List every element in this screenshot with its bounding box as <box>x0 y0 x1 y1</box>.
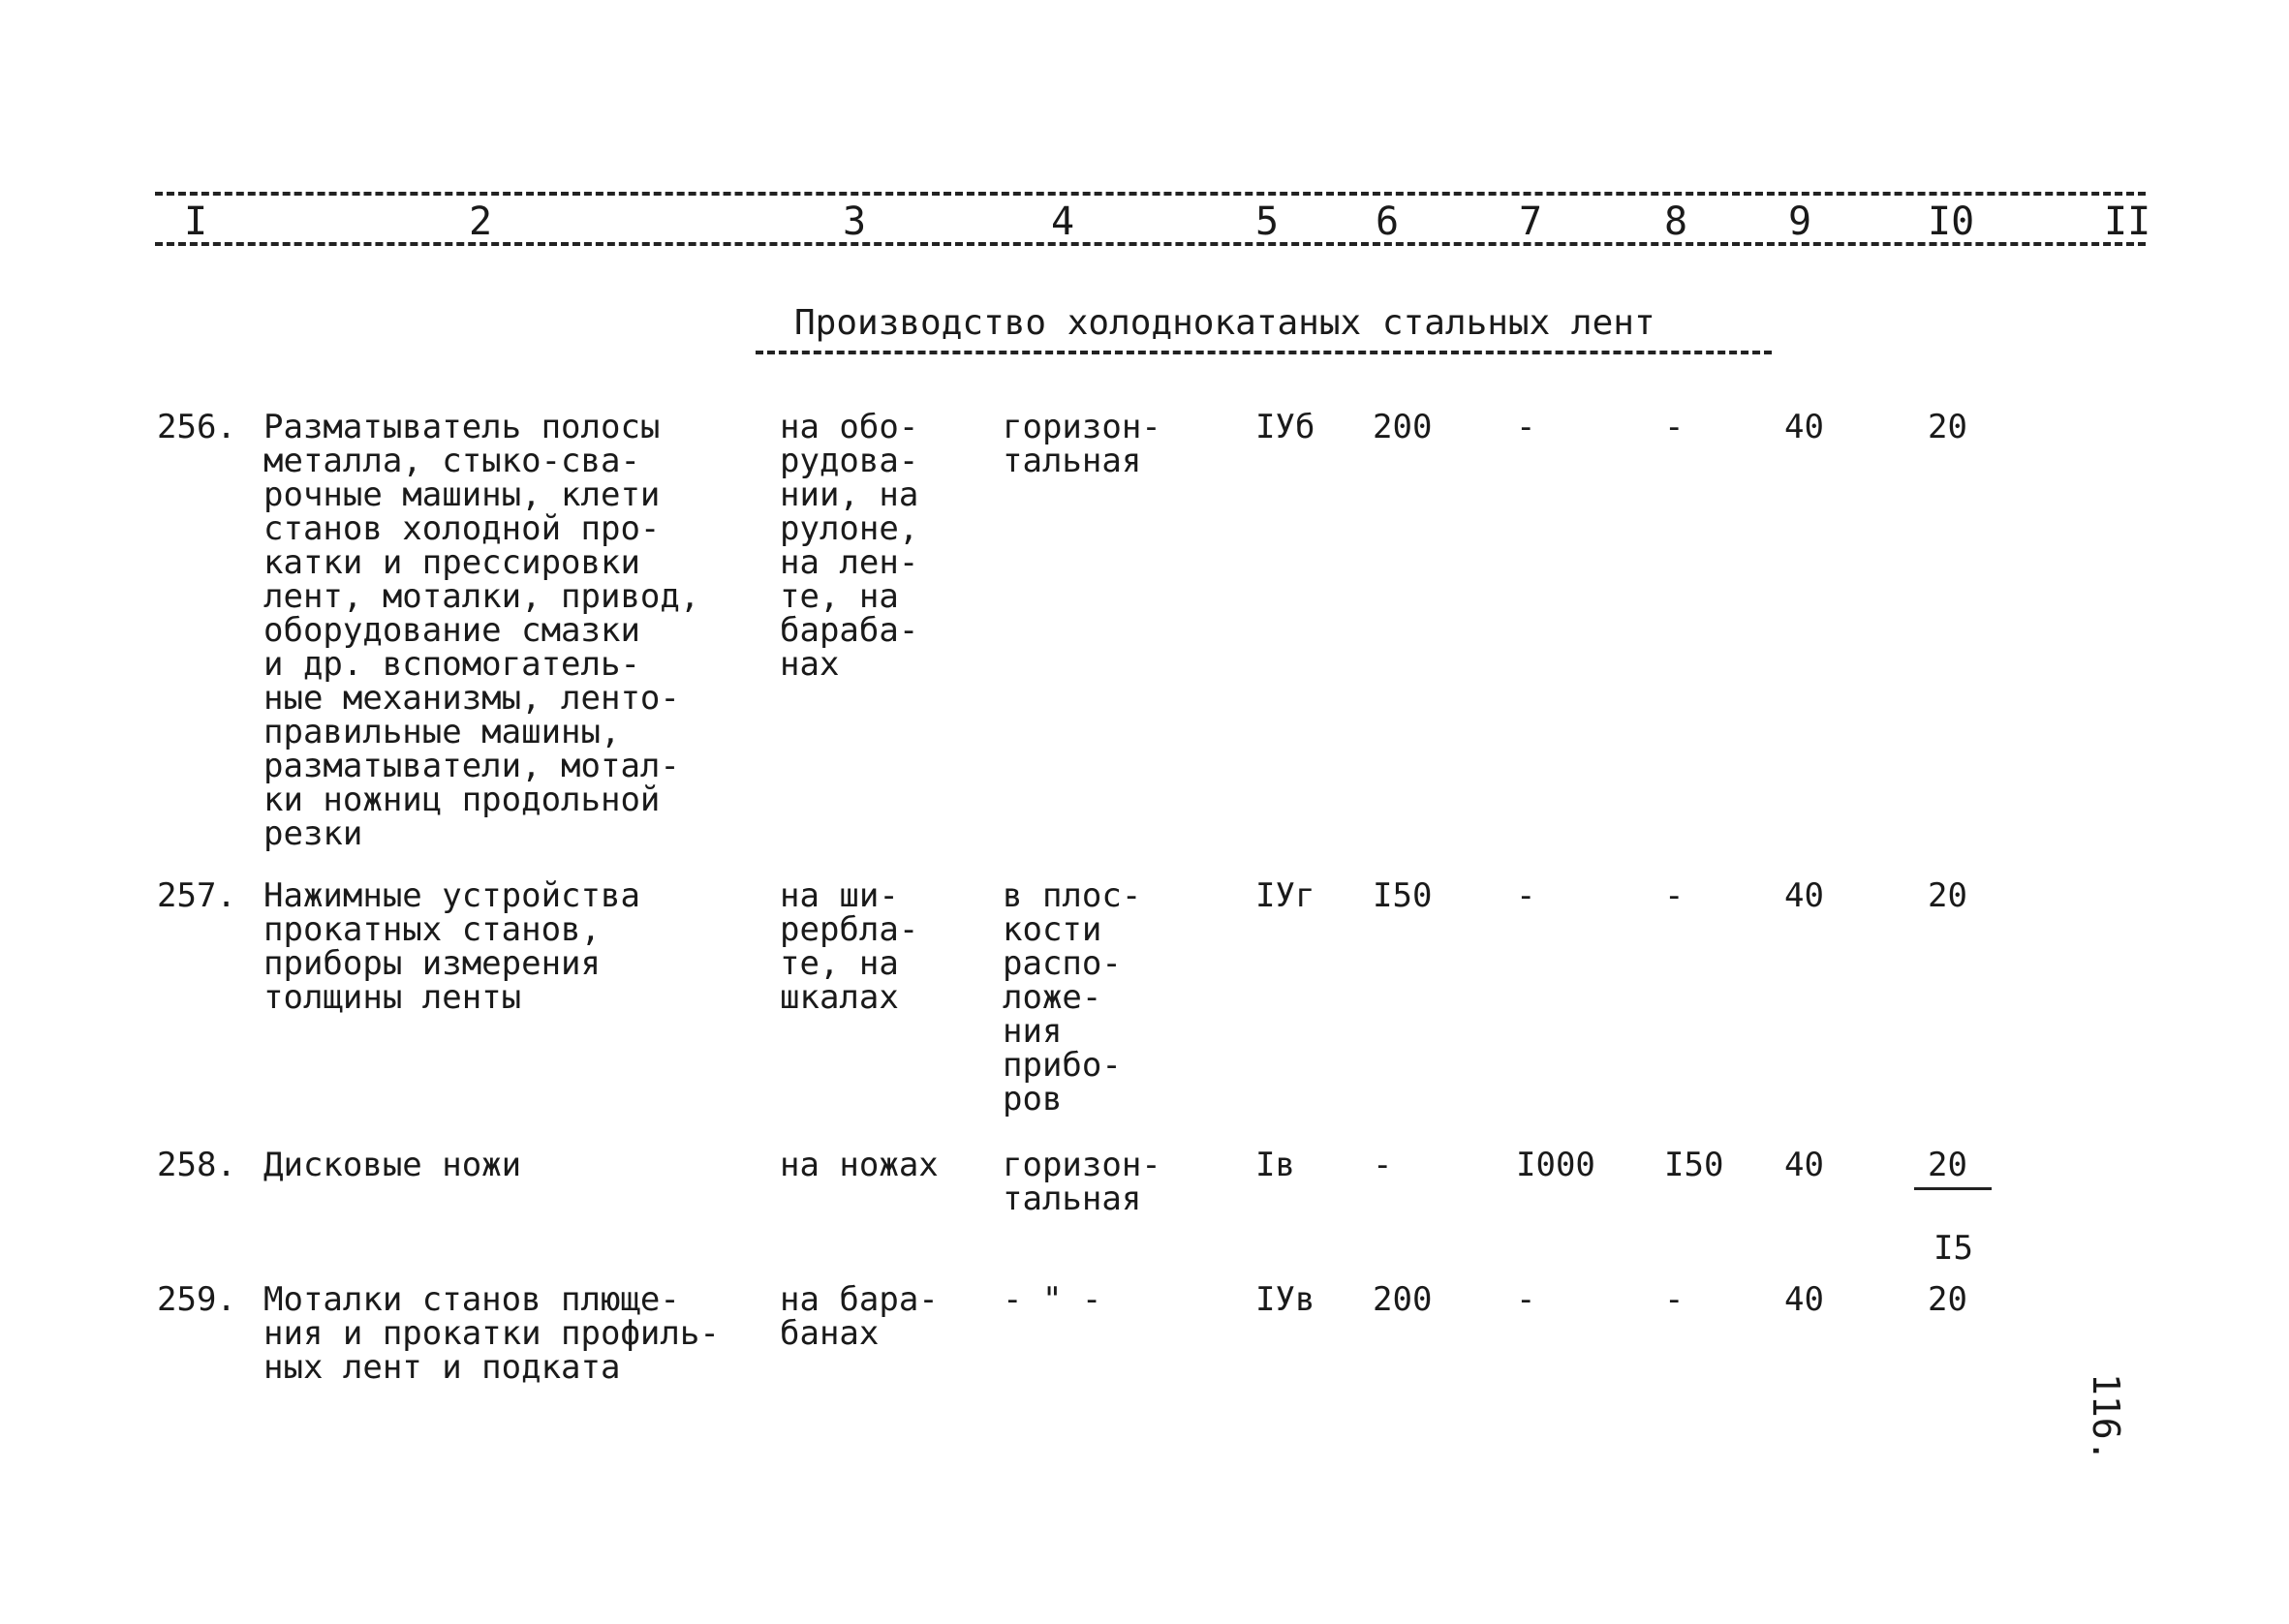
column-10-value: 20 <box>1928 1280 1967 1319</box>
header-top-rule <box>155 192 2146 196</box>
measurement-place: на ножах <box>780 1146 939 1184</box>
page-number: 116. <box>2085 1373 2127 1462</box>
column-9-value: 40 <box>1784 408 1824 446</box>
category: IУг <box>1255 876 1315 915</box>
column-8-value: I50 <box>1664 1146 1724 1184</box>
column-10-value: 20 <box>1928 408 1967 446</box>
category: Iв <box>1255 1146 1295 1184</box>
column-7-value: - <box>1516 1280 1536 1319</box>
row-number: 258. <box>157 1146 236 1184</box>
column-7-value: I000 <box>1516 1146 1595 1184</box>
column-number-7: 7 <box>1519 199 1543 244</box>
column-number-6: 6 <box>1376 199 1400 244</box>
column-number-2: 2 <box>469 199 493 244</box>
row-number: 256. <box>157 408 236 446</box>
equipment-name: Разматыватель полосы металла, стыко-сва- рочные машины, клети станов холодной про- катки и прессировки лент, моталки, привод, оборудование смазки и др. вспомогатель- ные механизмы, ленто- правильные машины, разматыватели, мотал- ки ножниц продольной резки <box>263 408 700 853</box>
column-10-denominator: I5 <box>1933 1229 1973 1268</box>
column-number-8: 8 <box>1664 199 1688 244</box>
measurement-place: на бара- банах <box>780 1280 939 1353</box>
column-10-numerator: 20 <box>1928 1146 1967 1184</box>
measurement-place: на ши- рерблa- те, на шкалах <box>780 876 919 1017</box>
plane-orientation: горизон- тальная <box>1003 408 1161 480</box>
column-9-value: 40 <box>1784 1280 1824 1319</box>
column-number-3: 3 <box>843 199 867 244</box>
category: IУб <box>1255 408 1315 446</box>
equipment-name: Дисковые ножи <box>263 1146 522 1184</box>
column-8-value: - <box>1664 408 1685 446</box>
column-number-11: II <box>2104 199 2151 244</box>
column-6-value: I50 <box>1373 876 1433 915</box>
column-number-10: I0 <box>1928 199 1975 244</box>
column-7-value: - <box>1516 876 1536 915</box>
column-number-5: 5 <box>1255 199 1280 244</box>
column-number-9: 9 <box>1788 199 1812 244</box>
column-7-value: - <box>1516 408 1536 446</box>
plane-orientation: горизон- тальная <box>1003 1146 1161 1218</box>
column-number-1: I <box>184 199 208 244</box>
column-number-4: 4 <box>1051 199 1075 244</box>
row-number: 257. <box>157 876 236 915</box>
column-6-value: 200 <box>1373 1280 1433 1319</box>
column-8-value: - <box>1664 876 1685 915</box>
section-title: Производство холоднокатаных стальных лент <box>794 303 1655 343</box>
measurement-place: на обо- рудова- нии, на рулоне, на лен- те, на бараба- нах <box>780 408 919 684</box>
column-6-value: 200 <box>1373 408 1433 446</box>
column-8-value: - <box>1664 1280 1685 1319</box>
column-10-value: 20 <box>1928 876 1967 915</box>
header-bottom-rule <box>155 242 2146 246</box>
column-9-value: 40 <box>1784 1146 1824 1184</box>
plane-orientation: в плос- кости распо- ложе- ния прибо- ров <box>1003 876 1142 1118</box>
equipment-name: Нажимные устройства прокатных станов, приборы измерения толщины ленты <box>263 876 640 1017</box>
row-number: 259. <box>157 1280 236 1319</box>
equipment-name: Моталки станов плюще- ния и прокатки профиль- ных лент и подката <box>263 1280 720 1387</box>
plane-orientation: - " - <box>1003 1280 1102 1319</box>
fraction-line <box>1914 1187 1992 1190</box>
category: IУв <box>1255 1280 1315 1319</box>
column-6-value: - <box>1373 1146 1393 1184</box>
column-9-value: 40 <box>1784 876 1824 915</box>
